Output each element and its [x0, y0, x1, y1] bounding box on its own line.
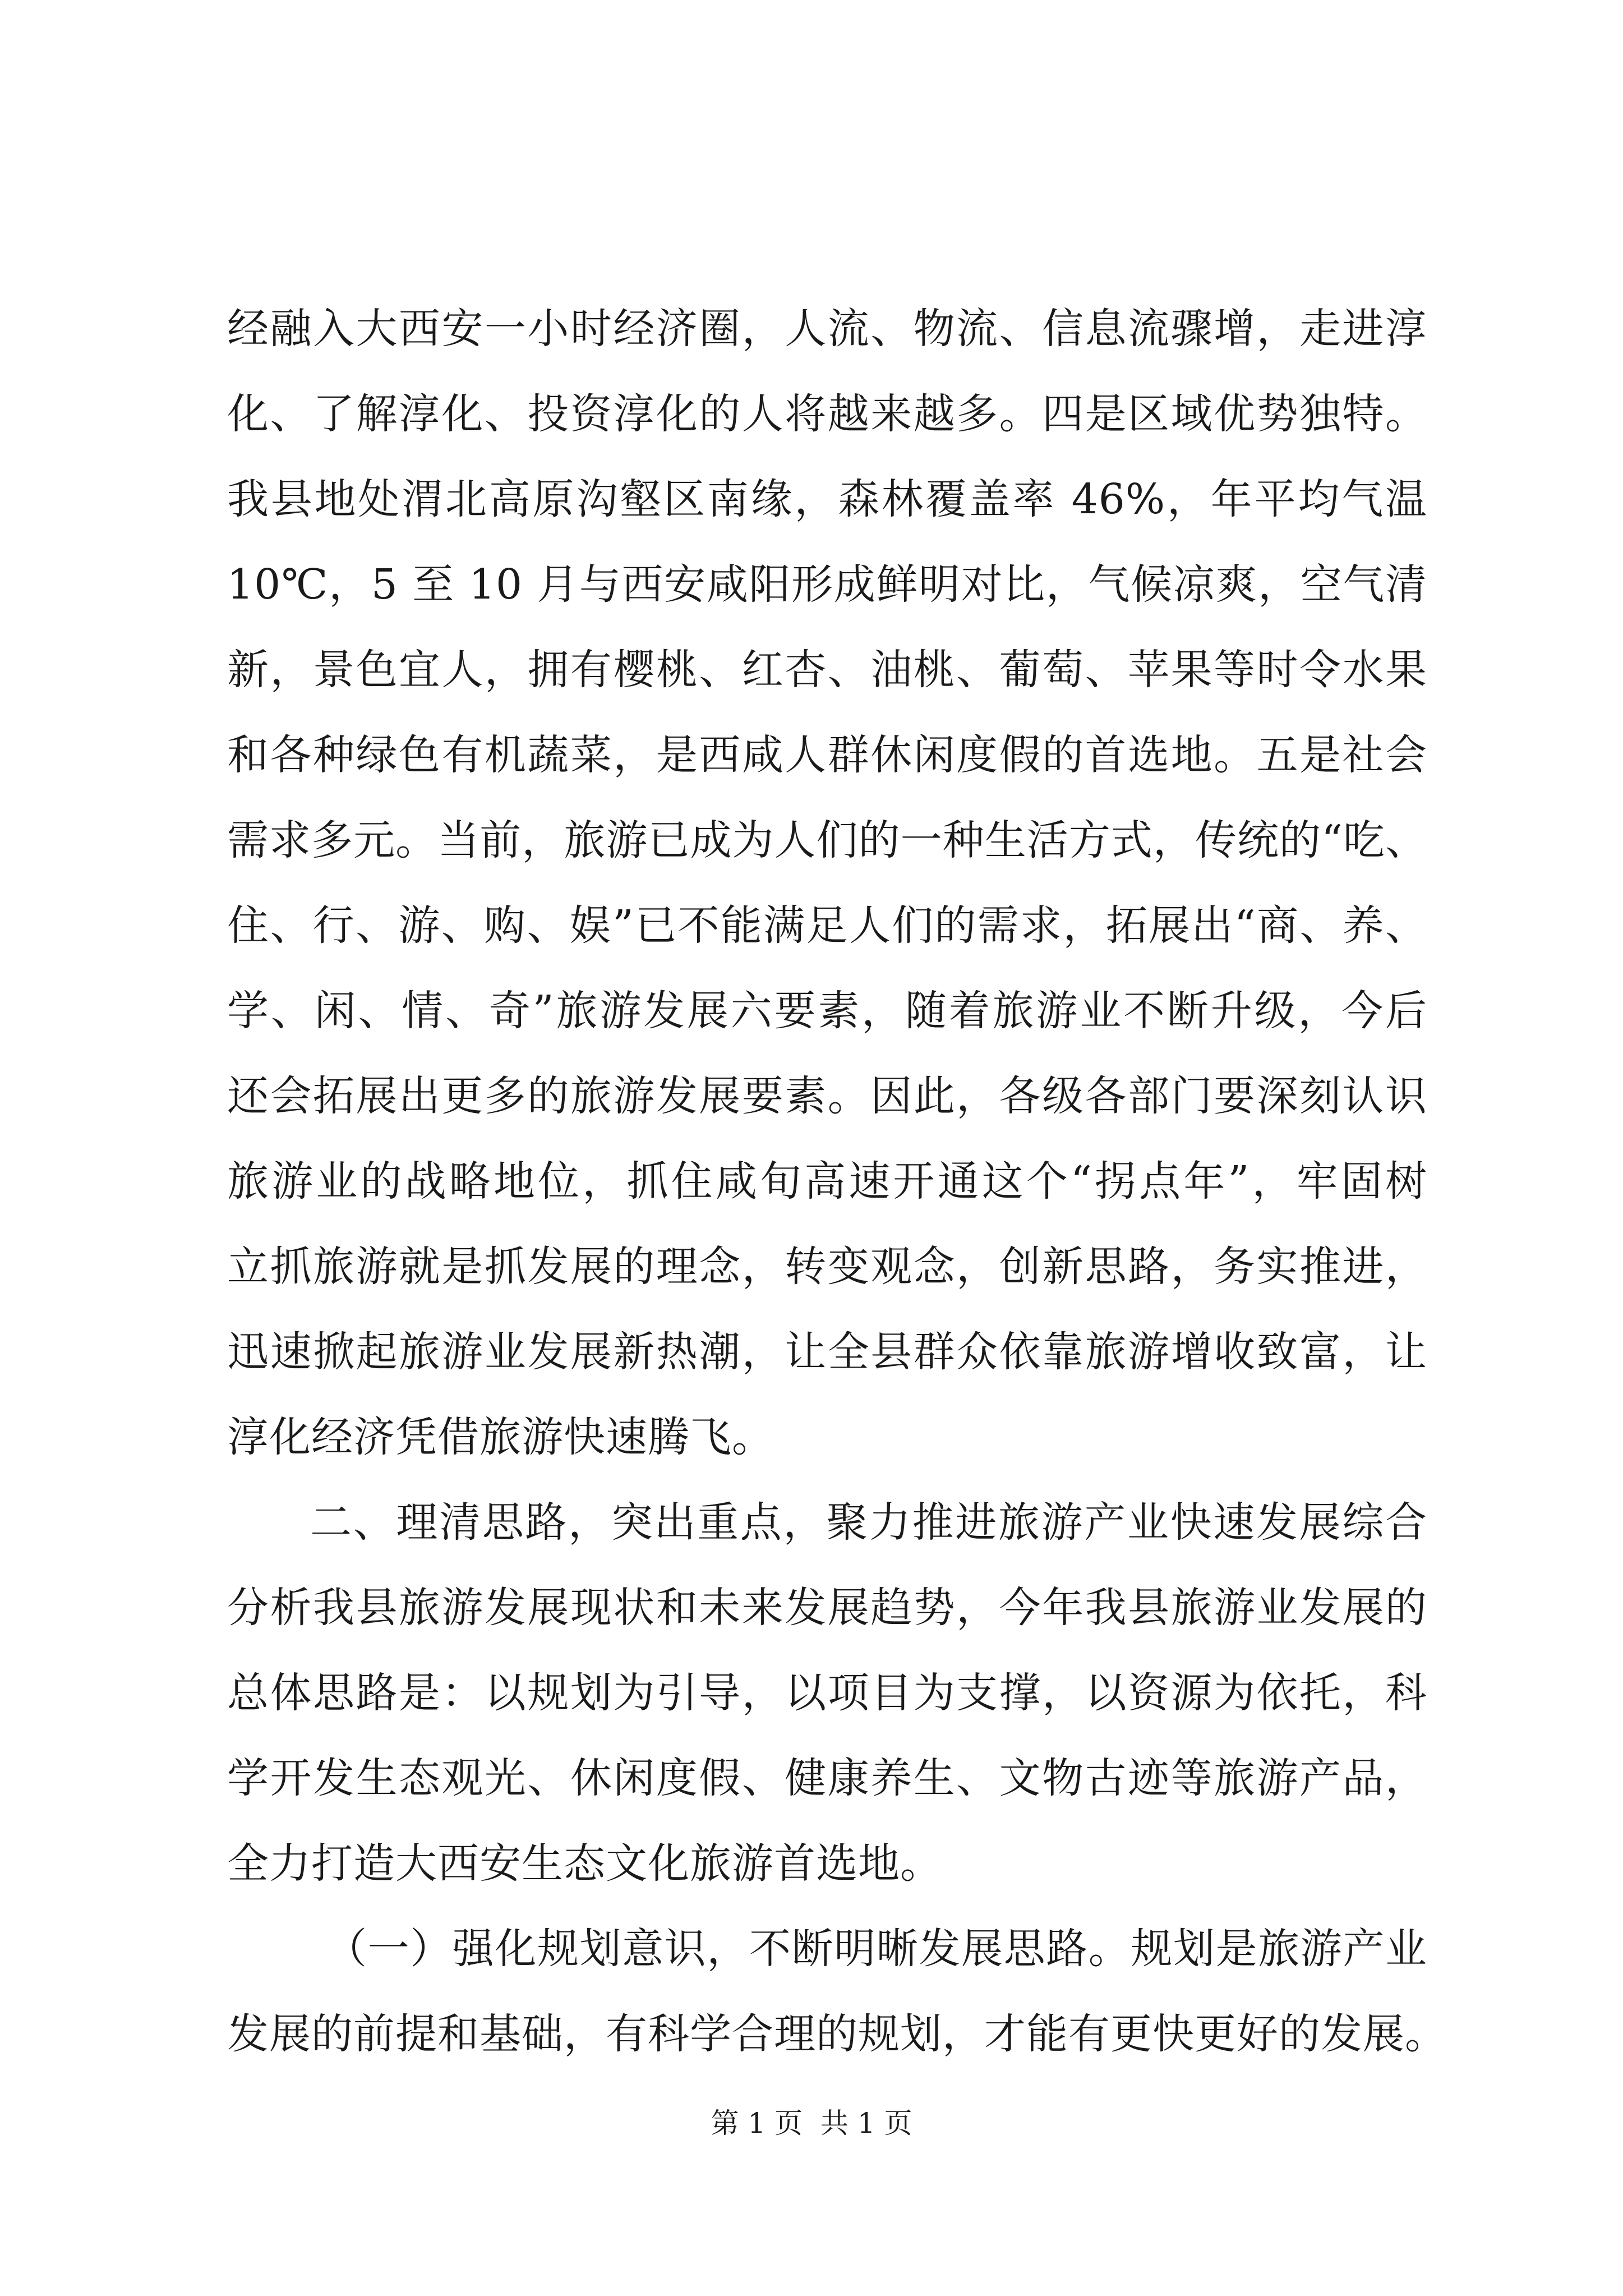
- text-line: 淳化经济凭借旅游快速腾飞。: [227, 1413, 774, 1461]
- text-line: 新，景色宜人，拥有樱桃、红杏、油桃、葡萄、苹果等时令水果: [227, 646, 1427, 694]
- subsection-heading-line: （一）强化规划意识，不断明晰发展思路。规划是旅游产业: [325, 1925, 1427, 1973]
- text-line: 发展的前提和基础，有科学合理的规划，才能有更快更好的发展。: [227, 2010, 1447, 2058]
- text-line: 需求多元。当前，旅游已成为人们的一种生活方式，传统的“吃、: [227, 816, 1427, 864]
- body-text: [227, 286, 1447, 2077]
- text-line: 学开发生态观光、休闲度假、健康养生、文物古迹等旅游产品，: [227, 1754, 1427, 1802]
- text-line: 经融入大西安一小时经济圈，人流、物流、信息流骤增，走进淳: [227, 305, 1427, 353]
- text-line: 住、行、游、购、娱”已不能满足人们的需求，拓展出“商、养、: [227, 901, 1427, 950]
- text-line: 学、闲、情、奇”旅游发展六要素，随着旅游业不断升级，今后: [227, 987, 1427, 1035]
- text-line: 10℃，5 至 10 月与西安咸阳形成鲜明对比，气候凉爽，空气清: [227, 560, 1427, 609]
- text-line: 分析我县旅游发展现状和未来发展趋势，今年我县旅游业发展的: [227, 1584, 1427, 1632]
- page-footer: [0, 2104, 1623, 2143]
- text-line: 迅速掀起旅游业发展新热潮，让全县群众依靠旅游增收致富，让: [227, 1328, 1427, 1376]
- page-number-label: 第 1 页 共 1 页: [711, 2107, 912, 2139]
- text-line: 和各种绿色有机蔬菜，是西咸人群休闲度假的首选地。五是社会: [227, 731, 1427, 779]
- text-line: 我县地处渭北高原沟壑区南缘，森林覆盖率 46%，年平均气温: [227, 475, 1427, 523]
- text-line: 旅游业的战略地位，抓住咸旬高速开通这个“拐点年”，牢固树: [227, 1157, 1427, 1205]
- text-line: 化、了解淳化、投资淳化的人将越来越多。四是区域优势独特。: [227, 390, 1427, 438]
- text-line: 总体思路是：以规划为引导，以项目为支撑，以资源为依托，科: [227, 1669, 1427, 1717]
- text-line: 全力打造大西安生态文化旅游首选地。: [227, 1839, 942, 1888]
- section-heading-line: 二、理清思路，突出重点，聚力推进旅游产业快速发展综合: [310, 1498, 1427, 1547]
- text-line: 还会拓展出更多的旅游发展要素。因此，各级各部门要深刻认识: [227, 1072, 1427, 1120]
- text-line: 立抓旅游就是抓发展的理念，转变观念，创新思路，务实推进，: [227, 1243, 1427, 1291]
